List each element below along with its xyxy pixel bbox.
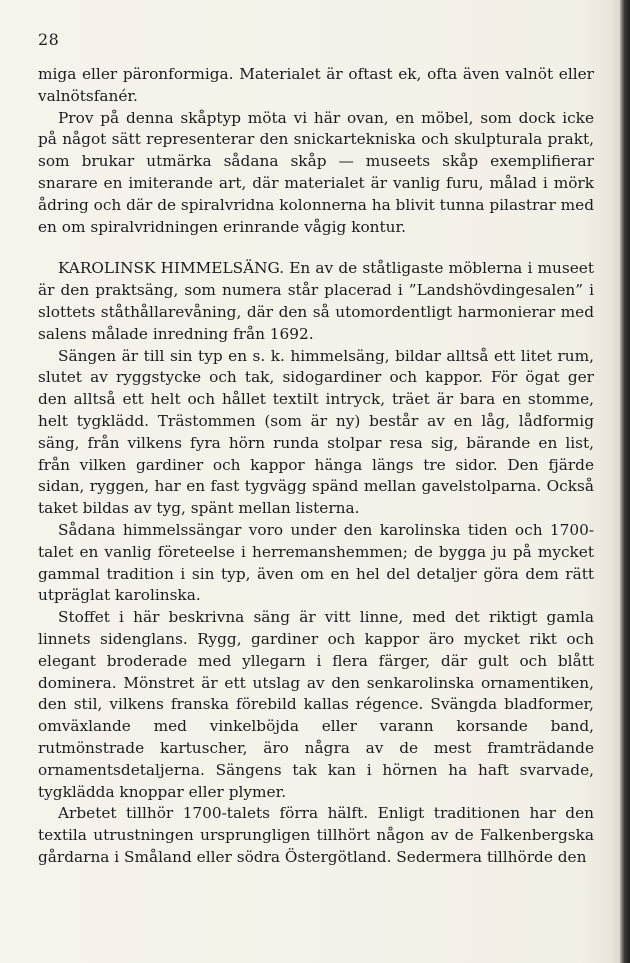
paragraph-karolinsk-himmelsang: KAROLINSK HIMMELSÄNG. En av de ståtligaste möblerna i museet är den praktsäng, som numera står placerad i ”Landshövdingesalen” i slottets ståthållarevåning, där den så utomordentligt harmonierar med salens målade inredning från 1692.	[38, 259, 594, 343]
page-edge-shadow	[620, 0, 630, 963]
page-number: 28	[38, 30, 60, 49]
paragraph-cabinet: Prov på denna skåptyp möta vi här ovan, en möbel, som dock icke på något sätt representerar den snickartekniska och skulpturala prakt, som brukar utmärka sådana skåp — museets skåp exemplifierar snarare en imiterande art, där materialet är vanlig furu, målad i mörk ådring och där de spiralvridna kolonnerna ha blivit tunna pilastrar med en om spiralvridningen erinrande vågig kontur.	[38, 108, 595, 236]
paragraph-provenance: Arbetet tillhör 1700-talets förra hälft. Enligt traditionen har den textila utrustningen ursprungligen tillhört någon av de Falkenbergska gårdarna i Småland eller södra Östergötland. Sedermera tillhörde den	[38, 804, 594, 866]
paragraph-continuation: miga eller päronformiga. Materialet är oftast ek, ofta även valnöt eller valnötsfanér.	[38, 65, 594, 105]
paragraph-tradition: Sådana himmelssängar voro under den karolinska tiden och 1700-talet en vanlig företeelse i herremanshemmen; de bygga ju på mycket gammal tradition i sin typ, även om en hel del detaljer göra dem rätt utpräglat karolinska.	[38, 520, 594, 605]
paragraph-bed-type: Sängen är till sin typ en s. k. himmelsäng, bildar alltså ett litet rum, slutet av ryggstycke och tak, sidogardiner och kappor. För ögat ger den alltså ett helt och hållet textilt intryck, träet är bara en stomme, helt tygklädd. Trästommen (som är ny) består av en låg, lådformig säng, från vilkens fyra hörn runda stolpar resa sig, bärande en list, från vilken gardiner och kappor hänga längs tre sidor. Den fjärde sidan, ryggen, har en fast tygvägg spänd mellan gavelstolparna. Också taket bildas av tyg, spänt mellan listerna.	[38, 346, 594, 518]
paragraph-fabric: Stoffet i här beskrivna säng är vitt linne, med det riktigt gamla linnets sidenglans. Rygg, gardiner och kappor äro mycket rikt och elegant broderade med yllegarn i flera färger, där gult och blått dominera. Mönstret är ett utslag av den senkarolinska ornamentiken, den stil, vilkens franska förebild kallas régence. Svängda bladformer, omväxlande med vinkelböjda eller varann korsande band, rutmönstrade kartuscher, äro några av de mest framträdande ornamentsdetaljerna. Sängens tak kan i hörnen ha haft svarvade, tygklädda knoppar eller plymer.	[38, 608, 594, 801]
body-text	[38, 64, 594, 869]
